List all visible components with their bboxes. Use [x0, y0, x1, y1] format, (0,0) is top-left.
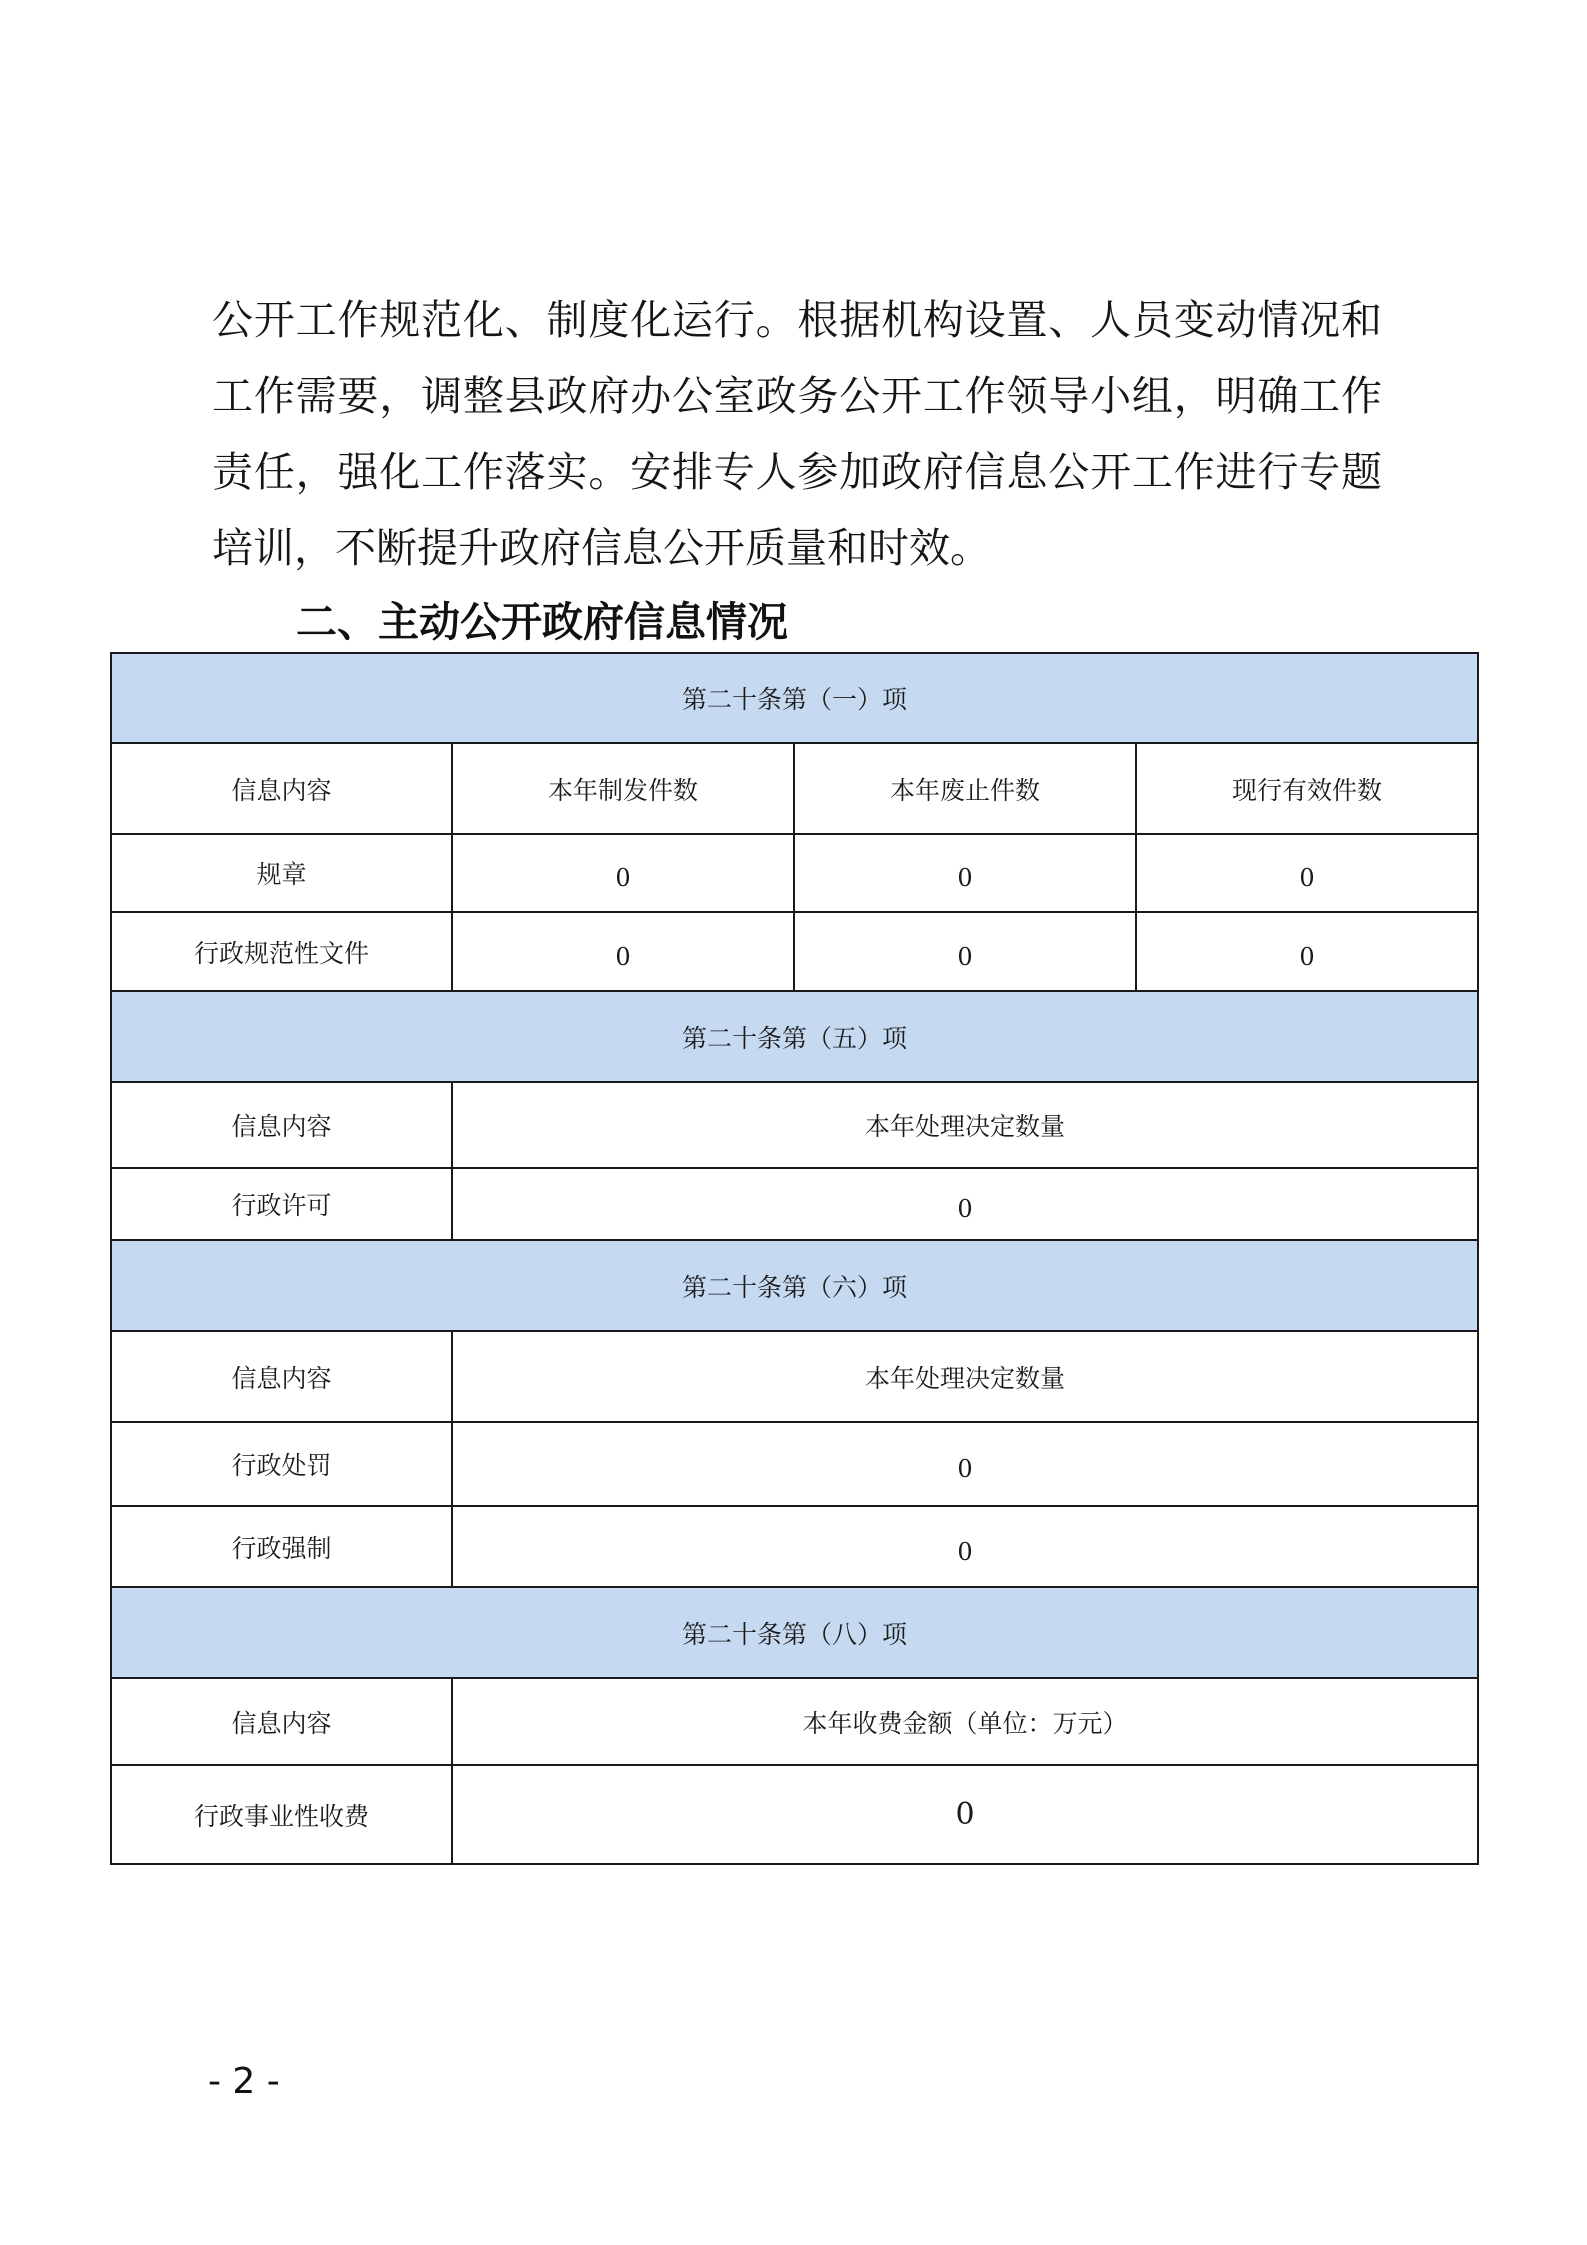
- header-info-content: 信息内容: [111, 1678, 452, 1765]
- row-label: 行政强制: [111, 1506, 452, 1587]
- section-header-row: [111, 1587, 1478, 1678]
- repealed-value: 0: [794, 912, 1136, 991]
- repealed-value: 0: [794, 834, 1136, 912]
- decision-value: 0: [452, 1506, 1478, 1587]
- row-label: 行政许可: [111, 1168, 452, 1240]
- decision-value: 0: [452, 1168, 1478, 1240]
- issued-value: 0: [452, 912, 794, 991]
- section-header-row: [111, 991, 1478, 1082]
- article-1-title: 第二十条第（一）项: [111, 653, 1478, 743]
- column-header-row: [111, 1082, 1478, 1168]
- article-6-title: 第二十条第（六）项: [111, 1240, 1478, 1331]
- disclosure-table: [110, 652, 1479, 1865]
- paragraph-line: 公开工作规范化、制度化运行。根据机构设置、人员变动情况和: [212, 296, 1382, 344]
- table-row: [111, 1506, 1478, 1587]
- table-row: [111, 834, 1478, 912]
- valid-value: 0: [1136, 834, 1478, 912]
- row-label: 行政事业性收费: [111, 1765, 452, 1864]
- table-row: [111, 1765, 1478, 1864]
- row-label: 规章: [111, 834, 452, 912]
- paragraph-line: 工作需要，调整县政府办公室政务公开工作领导小组，明确工作: [212, 372, 1382, 420]
- header-decision-count: 本年处理决定数量: [452, 1082, 1478, 1168]
- table-row: [111, 1422, 1478, 1506]
- column-header-row: [111, 1678, 1478, 1765]
- header-info-content: 信息内容: [111, 1331, 452, 1422]
- article-8-title: 第二十条第（八）项: [111, 1587, 1478, 1678]
- issued-value: 0: [452, 834, 794, 912]
- header-valid-count: 现行有效件数: [1136, 743, 1478, 834]
- header-decision-count: 本年处理决定数量: [452, 1331, 1478, 1422]
- header-repealed-count: 本年废止件数: [794, 743, 1136, 834]
- section-header-row: [111, 1240, 1478, 1331]
- column-header-row: [111, 743, 1478, 834]
- fee-value: 0: [452, 1765, 1478, 1864]
- page-number: - 2 -: [208, 2061, 280, 2102]
- article-5-title: 第二十条第（五）项: [111, 991, 1478, 1082]
- section-heading: 二、主动公开政府信息情况: [296, 598, 788, 646]
- table-row: [111, 912, 1478, 991]
- header-info-content: 信息内容: [111, 1082, 452, 1168]
- paragraph-line: 责任，强化工作落实。安排专人参加政府信息公开工作进行专题: [212, 448, 1382, 496]
- header-issued-count: 本年制发件数: [452, 743, 794, 834]
- section-header-row: [111, 653, 1478, 743]
- header-fee-amount: 本年收费金额（单位：万元）: [452, 1678, 1478, 1765]
- row-label: 行政处罚: [111, 1422, 452, 1506]
- valid-value: 0: [1136, 912, 1478, 991]
- table-row: [111, 1168, 1478, 1240]
- column-header-row: [111, 1331, 1478, 1422]
- paragraph-line: 培训，不断提升政府信息公开质量和时效。: [212, 524, 991, 572]
- decision-value: 0: [452, 1422, 1478, 1506]
- row-label: 行政规范性文件: [111, 912, 452, 991]
- header-info-content: 信息内容: [111, 743, 452, 834]
